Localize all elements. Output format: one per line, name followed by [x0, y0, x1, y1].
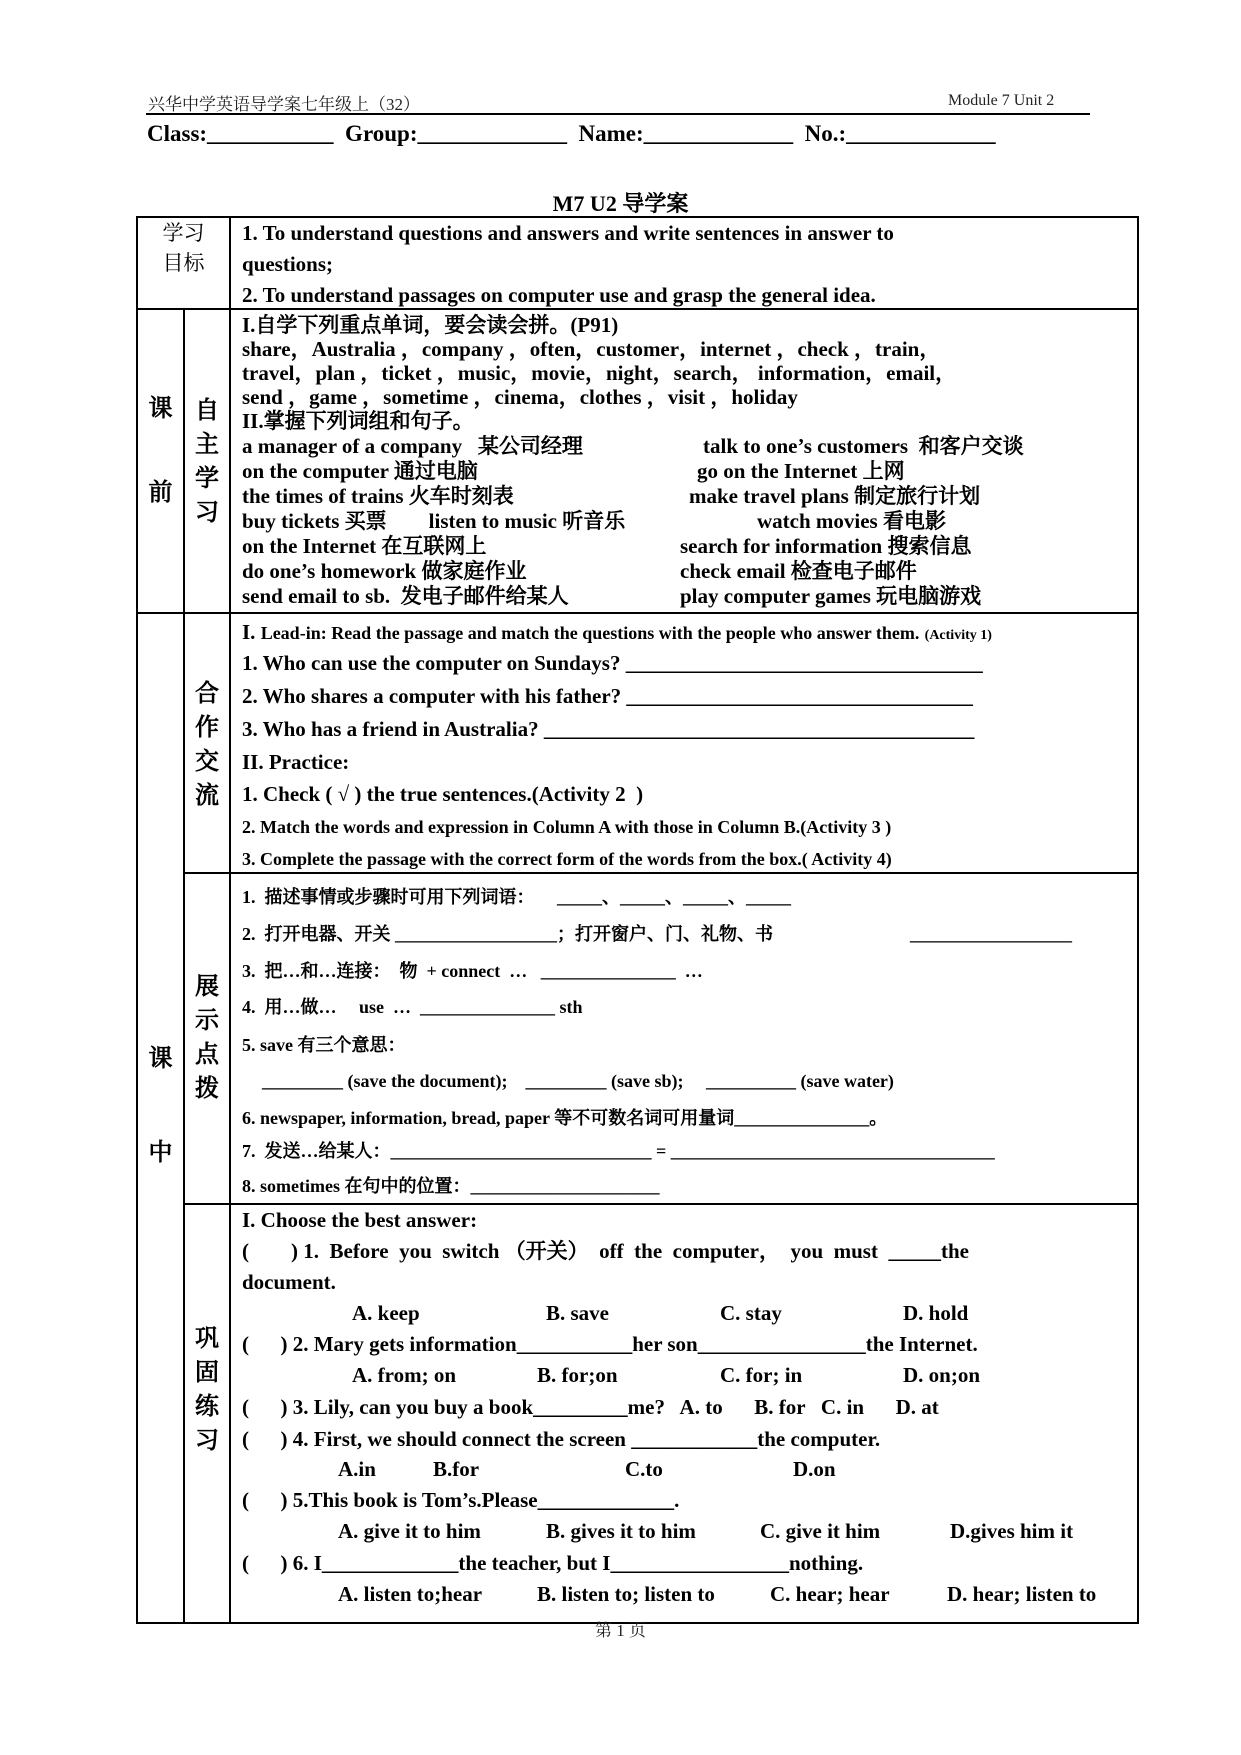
option: C. stay [720, 1301, 782, 1325]
display-1: 1. 描述事情或步骤时可用下列词语： _____、_____、_____、_____ [242, 887, 791, 907]
class-info-line: Class:___________ Group:_____________ Name:_____________ No.:_____________ [147, 121, 996, 146]
phrase-right: search for information 搜索信息 [680, 534, 972, 558]
display-7: 7. 发送…给某人：_____________________________ = ____________________________________ [242, 1141, 995, 1161]
option: D.gives him it [950, 1519, 1074, 1543]
option: B. save [546, 1301, 609, 1325]
option: C. hear; hear [770, 1582, 890, 1606]
phrase-right: watch movies 看电影 [757, 509, 946, 533]
self-study-title-2: II.掌握下列词组和句子。 [242, 409, 474, 433]
phrase-left: send email to sb. 发电子邮件给某人 [242, 584, 569, 608]
option: B. gives it to him [546, 1519, 696, 1543]
phrase-right: make travel plans 制定旅行计划 [689, 484, 981, 508]
display-2-blank: __________________ [910, 924, 1072, 944]
option: A. keep [352, 1301, 420, 1325]
self-study-title-1: I.自学下列重点单词，要会读会拼。(P91) [242, 313, 619, 337]
option: A.in [338, 1457, 376, 1481]
question-1: 1. Who can use the computer on Sundays? __________________________________ [242, 651, 983, 675]
option: B. listen to; listen to [537, 1582, 715, 1606]
document-title: M7 U2 导学案 [552, 191, 689, 216]
option: B.for [433, 1457, 480, 1481]
exercise-q3: ( ) 3. Lily, can you buy a book_________me? A. to B. for C. in D. at [242, 1395, 939, 1419]
lead-in: I. Lead-in: Read the passage and match the questions with the people who answer them. (Activity 1) [242, 620, 992, 644]
display-8: 8. sometimes 在句中的位置：_____________________ [242, 1176, 660, 1196]
exercise-q1: ( ) 1. Before you switch （开关） off the computer， you must _____the [242, 1239, 969, 1263]
phrase-left: on the computer 通过电脑 [242, 459, 478, 483]
option: C. give it him [760, 1519, 881, 1543]
phrase-left: a manager of a company 某公司经理 [242, 434, 583, 458]
self-study-words-3: send ，game ，sometime ，cinema，clothes ，visit ，holiday [242, 385, 798, 409]
option: A. listen to;hear [338, 1582, 483, 1606]
label-objectives: 学习 目标 [162, 221, 205, 275]
header-module: Module 7 Unit 2 [948, 92, 1055, 109]
self-study-words-1: share，Australia ，company ，often，customer，internet ，check ，train， [242, 337, 941, 361]
exercise-q4: ( ) 4. First, we should connect the screen ____________the computer. [242, 1427, 881, 1451]
question-2: 2. Who shares a computer with his father? _________________________________ [242, 684, 973, 708]
exercise-q6: ( ) 6. I_____________the teacher, but I_________________nothing. [242, 1551, 864, 1575]
practice-2: 2. Match the words and expression in Column A with those in Column B.(Activity 3 ) [242, 817, 892, 837]
phrase-left: the times of trains 火车时刻表 [242, 484, 514, 508]
option: B. for;on [537, 1363, 618, 1387]
practice-3: 3. Complete the passage with the correct form of the words from the box.( Activity 4) [242, 849, 892, 869]
phrase-right: check email 检查电子邮件 [680, 559, 917, 583]
phrase-left: do one’s homework 做家庭作业 [242, 559, 527, 583]
option: D. on;on [903, 1363, 981, 1387]
phrase-right: go on the Internet 上网 [697, 459, 905, 483]
phrase-left: on the Internet 在互联网上 [242, 534, 487, 558]
label-display: 展 示 点 拨 [195, 974, 219, 1102]
phrase-left: buy tickets 买票 listen to music 听音乐 [242, 509, 626, 533]
option: A. give it to him [338, 1519, 481, 1543]
label-during-class: 课 中 [148, 1046, 173, 1166]
exercise-q1-cont: document. [242, 1270, 336, 1294]
practice-1: 1. Check ( √ ) the true sentences.(Activity 2 ) [242, 782, 644, 806]
practice-title: II. Practice: [242, 750, 350, 774]
option: A. from; on [352, 1363, 457, 1387]
label-self-study: 自 主 学 习 [195, 398, 219, 526]
header-school: 兴华中学英语导学案七年级上（32） [148, 95, 420, 114]
label-consolidate: 巩 固 练 习 [195, 1326, 219, 1454]
display-5: 5. save 有三个意思： [242, 1035, 406, 1055]
question-3: 3. Who has a friend in Australia? _________________________________________ [242, 717, 975, 741]
objective-1-cont: questions; [242, 252, 334, 276]
phrase-right: play computer games 玩电脑游戏 [680, 584, 982, 608]
display-3: 3. 把…和…连接： 物 + connect … _______________ … [242, 961, 703, 981]
self-study-words-2: travel，plan ，ticket ，music，movie，night，search， information，email， [242, 361, 957, 385]
exercise-title: I. Choose the best answer: [242, 1208, 478, 1232]
page-number: 第 1 页 [595, 1621, 646, 1640]
header-divider [146, 113, 1090, 115]
objective-1: 1. To understand questions and answers and write sentences in answer to [242, 221, 894, 245]
option: D. hold [903, 1301, 969, 1325]
display-5-options: _________ (save the document); _________ (save sb); __________ (save water) [262, 1071, 894, 1091]
option: D. hear; listen to [947, 1582, 1097, 1606]
label-before-class: 课 前 [148, 396, 173, 506]
display-2: 2. 打开电器、开关 __________________；打开窗户、门、礼物、书 [242, 924, 773, 944]
exercise-q5: ( ) 5.This book is Tom’s.Please_____________. [242, 1488, 680, 1512]
objective-2: 2. To understand passages on computer use and grasp the general idea. [242, 283, 876, 307]
label-cooperate: 合 作 交 流 [195, 681, 219, 809]
option: D.on [793, 1457, 836, 1481]
exercise-q2: ( ) 2. Mary gets information___________her son________________the Internet. [242, 1332, 978, 1356]
display-4: 4. 用…做… use … _______________ sth [242, 997, 583, 1017]
option: C.to [625, 1457, 663, 1481]
phrase-right: talk to one’s customers 和客户交谈 [703, 434, 1024, 458]
option: C. for; in [720, 1363, 803, 1387]
display-6: 6. newspaper, information, bread, paper 等不可数名词可用量词_______________。 [242, 1108, 888, 1128]
